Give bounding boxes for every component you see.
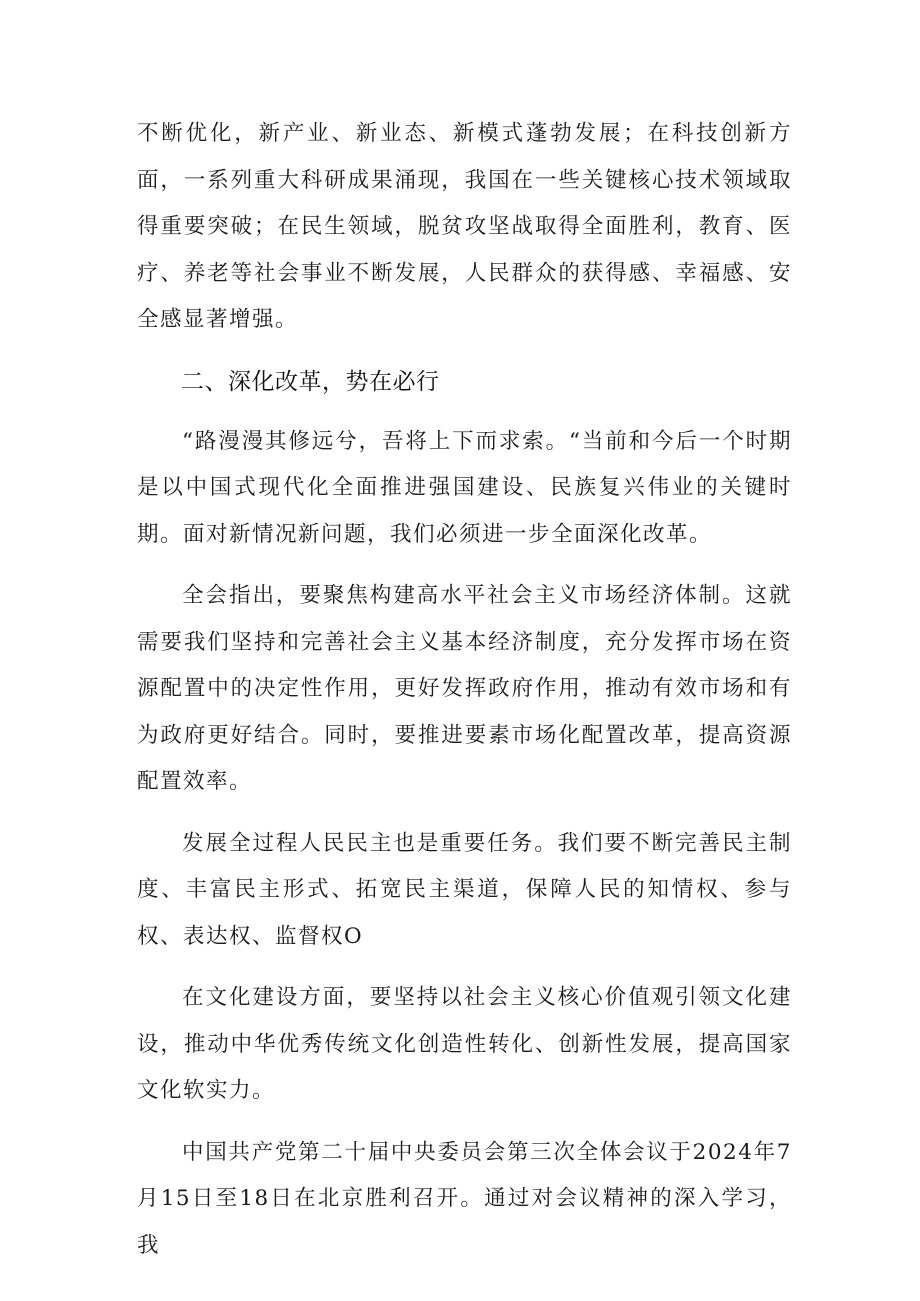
paragraph-quote: “路漫漫其修远兮，吾将上下而求索。“当前和今后一个时期是以中国式现代化全面推进强国建设、民族复兴伟业的关键时期。面对新情况新问题，我们必须进一步全面深化改革。	[137, 428, 792, 547]
section-heading: 二、深化改革，势在必行	[181, 368, 440, 395]
paragraph-plenary-session: 中国共产党第二十届中央委员会第三次全体会议于2024年7月15日至18日在北京胜利召开。通过对会议精神的深入学习，我	[137, 1139, 792, 1258]
paragraph-democracy: 发展全过程人民民主也是重要任务。我们要不断完善民主制度、丰富民主形式、拓宽民主渠道，保障人民的知情权、参与权、表达权、监督权O	[137, 830, 792, 949]
paragraph-market-economy: 全会指出，要聚焦构建高水平社会主义市场经济体制。这就需要我们坚持和完善社会主义基本经济制度，充分发挥市场在资源配置中的决定性作用，更好发挥政府作用，推动有效市场和有为政府更好结合。同时，要推进要素市场化配置改革，提高资源配置效率。	[137, 583, 792, 794]
paragraph-culture: 在文化建设方面，要坚持以社会主义核心价值观引领文化建设，推动中华优秀传统文化创造性转化、创新性发展，提高国家文化软实力。	[137, 985, 792, 1103]
paragraph-continued: 不断优化，新产业、新业态、新模式蓬勃发展；在科技创新方面，一系列重大科研成果涌现，我国在一些关键核心技术领域取得重要突破；在民生领域，脱贫攻坚战取得全面胜利，教育、医疗、养老等社会事业不断发展，人民群众的获得感、幸福感、安全感显著增强。	[137, 121, 792, 332]
document-body	[137, 111, 792, 1284]
